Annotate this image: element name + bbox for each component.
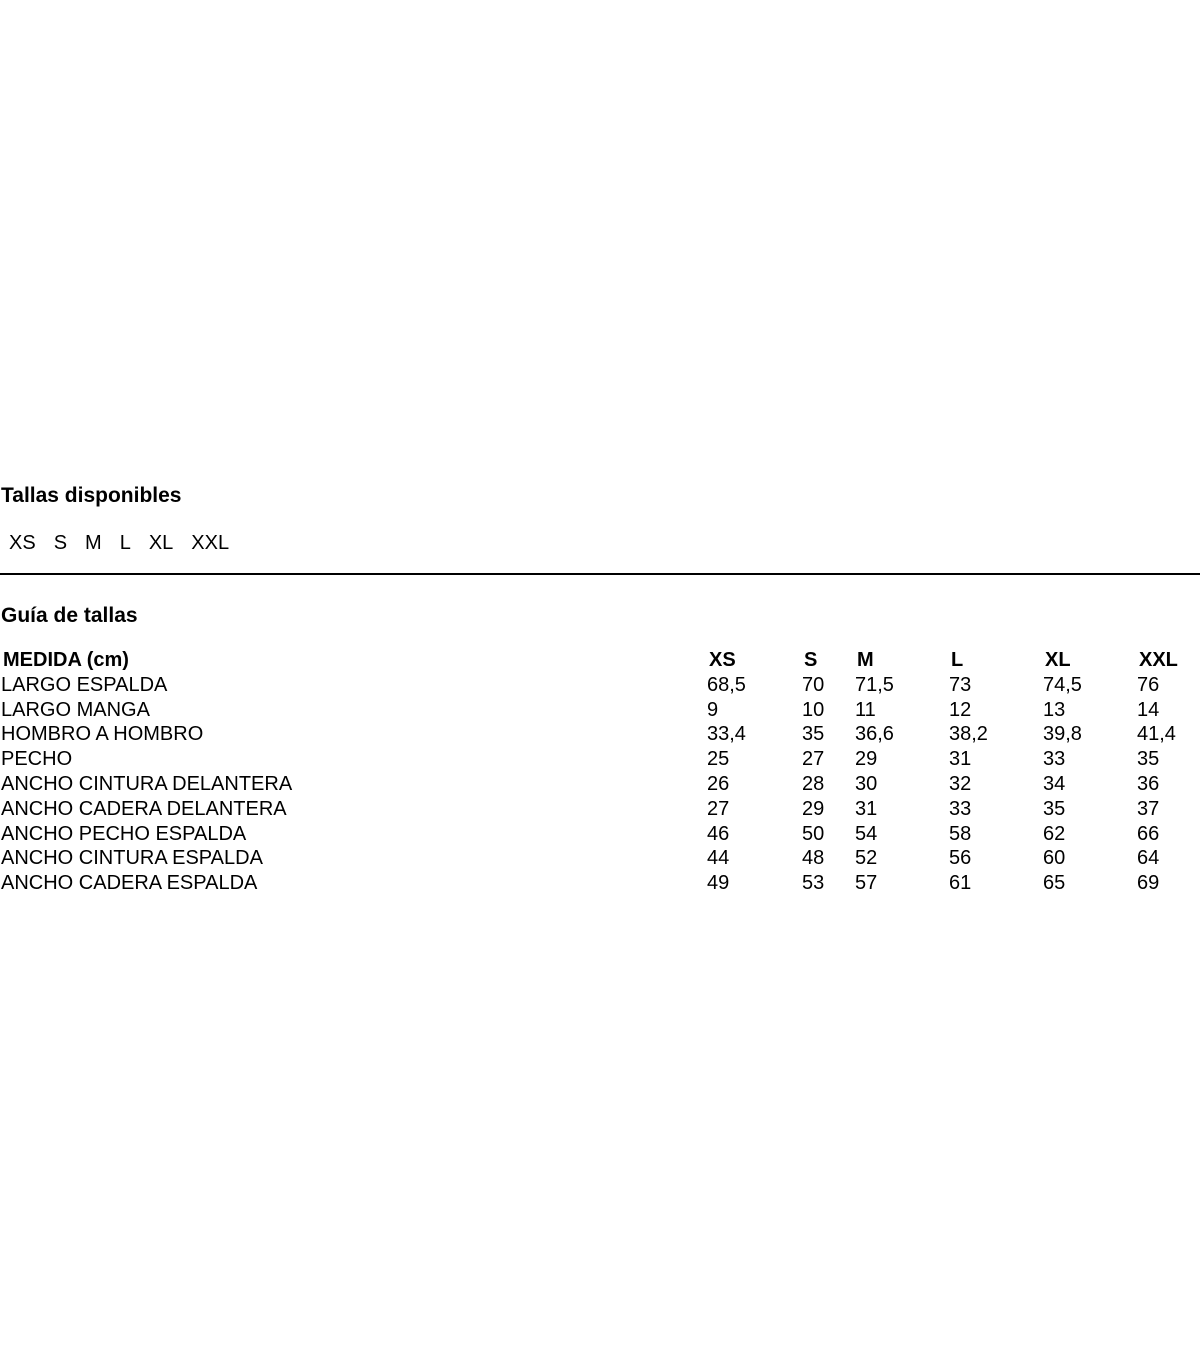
- table-cell: 13: [1043, 698, 1066, 721]
- table-cell: 74,5: [1043, 673, 1082, 696]
- header-cell-m: M: [857, 649, 874, 671]
- table-cell: 31: [949, 748, 972, 771]
- table-cell: 36,6: [855, 723, 894, 746]
- header-cell-l: L: [951, 649, 964, 671]
- table-cell: 56: [949, 847, 972, 870]
- table-cell: 46: [707, 822, 730, 845]
- table-cell: 28: [802, 772, 825, 795]
- table-cell: 32: [949, 772, 972, 795]
- table-cell: 65: [1043, 872, 1066, 895]
- section-divider: [0, 573, 1200, 575]
- table-cell: 37: [1137, 797, 1160, 820]
- size-option-xs[interactable]: XS: [9, 532, 36, 554]
- table-cell: 27: [802, 748, 825, 771]
- table-cell: 39,8: [1043, 723, 1082, 746]
- size-option-s[interactable]: S: [53, 532, 68, 554]
- table-cell: 49: [707, 872, 730, 895]
- table-cell: 41,4: [1137, 723, 1176, 746]
- table-row: [0, 871, 1200, 896]
- table-row: [0, 698, 1200, 723]
- header-cell-s: S: [804, 649, 818, 671]
- size-option-l[interactable]: L: [119, 532, 131, 554]
- size-guide-title: Guía de tallas: [1, 604, 138, 627]
- measure-label: ANCHO CADERA DELANTERA: [1, 797, 287, 820]
- measure-label: ANCHO CINTURA DELANTERA: [1, 772, 293, 795]
- table-cell: 69: [1137, 872, 1160, 895]
- available-sizes-list: [9, 530, 229, 556]
- table-cell: 48: [802, 847, 825, 870]
- table-cell: 38,2: [949, 723, 988, 746]
- table-cell: 54: [855, 822, 878, 845]
- table-cell: 71,5: [855, 673, 894, 696]
- table-cell: 30: [855, 772, 878, 795]
- measure-label: HOMBRO A HOMBRO: [1, 723, 204, 746]
- table-cell: 73: [949, 673, 972, 696]
- table-cell: 58: [949, 822, 972, 845]
- measure-label: LARGO ESPALDA: [1, 673, 168, 696]
- table-cell: 62: [1043, 822, 1066, 845]
- table-header-row: [0, 648, 1200, 673]
- size-guide-table: [0, 648, 1200, 896]
- header-cell-xxl: XXL: [1139, 649, 1178, 671]
- table-row: [0, 822, 1200, 847]
- table-cell: 33: [1043, 748, 1066, 771]
- table-cell: 35: [1043, 797, 1066, 820]
- size-option-xxl[interactable]: XXL: [191, 532, 230, 554]
- table-cell: 14: [1137, 698, 1160, 721]
- measure-label: ANCHO CADERA ESPALDA: [1, 872, 258, 895]
- table-cell: 70: [802, 673, 825, 696]
- table-cell: 68,5: [707, 673, 746, 696]
- table-cell: 12: [949, 698, 972, 721]
- table-cell: 36: [1137, 772, 1160, 795]
- table-cell: 53: [802, 872, 825, 895]
- table-cell: 34: [1043, 772, 1066, 795]
- measure-label: LARGO MANGA: [1, 698, 150, 721]
- size-option-m[interactable]: M: [85, 532, 102, 554]
- table-cell: 31: [855, 797, 878, 820]
- measure-label: ANCHO PECHO ESPALDA: [1, 822, 247, 845]
- header-cell-measure: MEDIDA (cm): [3, 649, 129, 671]
- table-cell: 9: [707, 698, 719, 721]
- table-cell: 35: [802, 723, 825, 746]
- table-cell: 57: [855, 872, 878, 895]
- available-sizes-title: Tallas disponibles: [1, 484, 182, 507]
- table-cell: 11: [855, 698, 876, 721]
- table-cell: 27: [707, 797, 730, 820]
- table-row: [0, 846, 1200, 871]
- table-row: [0, 797, 1200, 822]
- measure-label: ANCHO CINTURA ESPALDA: [1, 847, 263, 870]
- table-cell: 29: [855, 748, 878, 771]
- table-row: [0, 772, 1200, 797]
- table-cell: 44: [707, 847, 730, 870]
- table-cell: 52: [855, 847, 878, 870]
- header-cell-xl: XL: [1045, 649, 1071, 671]
- table-cell: 10: [802, 698, 825, 721]
- table-cell: 35: [1137, 748, 1160, 771]
- size-option-xl[interactable]: XL: [148, 532, 174, 554]
- table-cell: 33,4: [707, 723, 746, 746]
- table-cell: 60: [1043, 847, 1066, 870]
- table-row: [0, 747, 1200, 772]
- table-cell: 25: [707, 748, 730, 771]
- table-cell: 26: [707, 772, 730, 795]
- measure-label: PECHO: [1, 748, 73, 771]
- table-cell: 50: [802, 822, 825, 845]
- table-cell: 66: [1137, 822, 1160, 845]
- header-cell-xs: XS: [709, 649, 736, 671]
- table-cell: 33: [949, 797, 972, 820]
- table-cell: 61: [949, 872, 972, 895]
- table-cell: 64: [1137, 847, 1160, 870]
- table-cell: 76: [1137, 673, 1160, 696]
- table-row: [0, 673, 1200, 698]
- table-row: [0, 722, 1200, 747]
- table-cell: 29: [802, 797, 825, 820]
